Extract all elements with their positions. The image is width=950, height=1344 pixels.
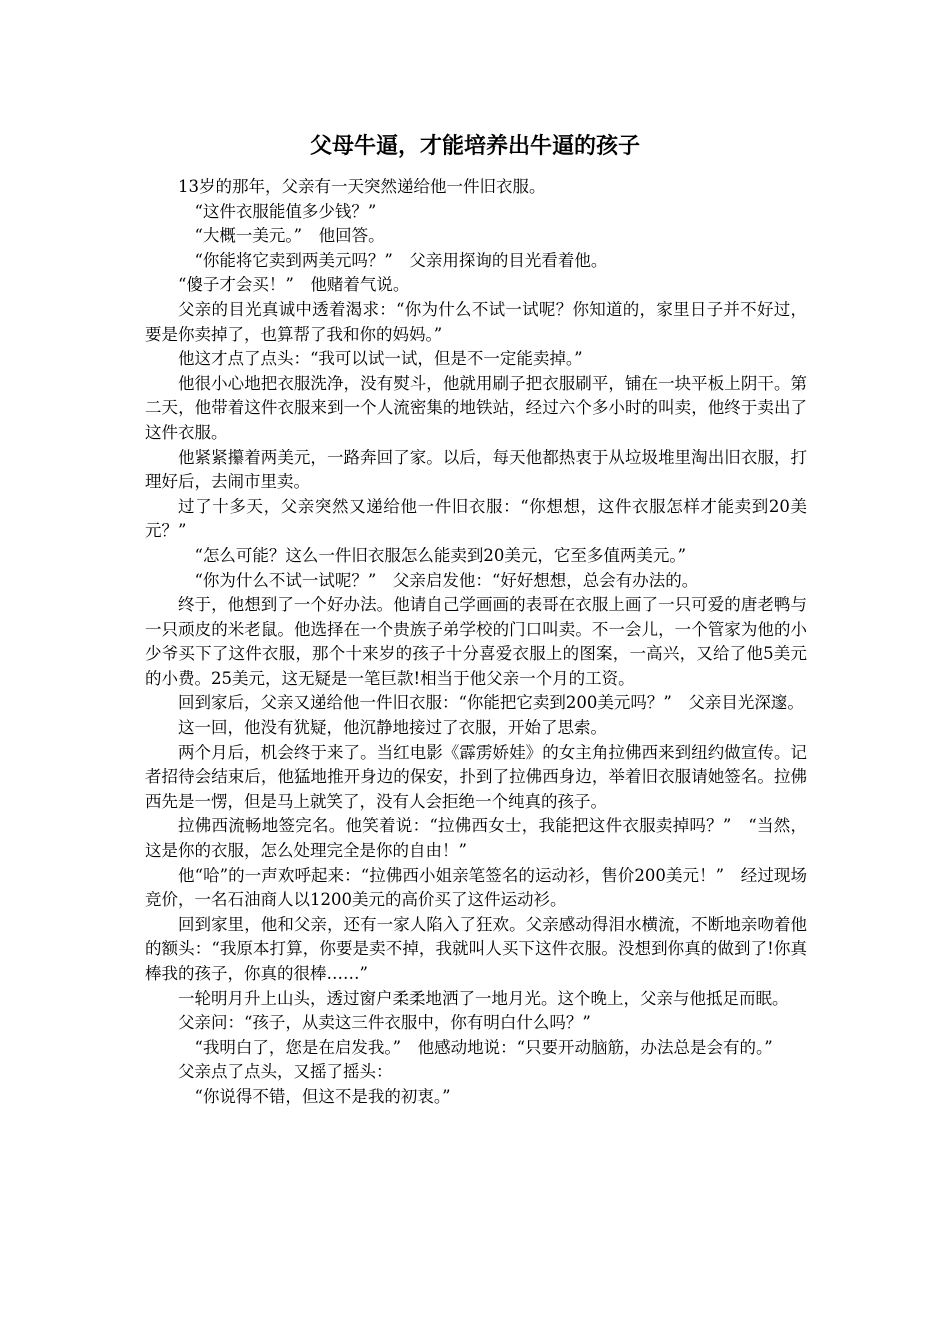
paragraph: “傻子才会买！” 他赌着气说。 <box>178 275 410 295</box>
paragraph: “这件衣服能值多少钱？” <box>194 201 377 221</box>
paragraph: 父亲问：“孩子，从卖这三件衣服中，你有明白什么吗？” <box>178 1013 591 1033</box>
paragraph: “怎么可能？这么一件旧衣服怎么能卖到20美元，它至多值两美元。” <box>194 545 687 565</box>
paragraph: 两个月后，机会终于来了。当红电影《霹雳娇娃》的女主角拉佛西来到纽约做宣传。记者招待会结束后，他猛地推开身边的保安，扑到了拉佛西身边，举着旧衣服请她签名。拉佛西先是一愣，但是马上就笑了，没有人会拒绝一个纯真的孩子。 <box>145 742 807 811</box>
paragraph: 父亲的目光真诚中透着渴求：“你为什么不试一试呢？你知道的，家里日子并不好过，要是你卖掉了，也算帮了我和你的妈妈。” <box>145 299 807 344</box>
paragraph: 这一回，他没有犹疑，他沉静地接过了衣服，开始了思索。 <box>178 718 607 738</box>
paragraph: “你为什么不试一试呢？” 父亲启发他：“好好想想，总会有办法的。 <box>194 570 699 590</box>
paragraph: 一轮明月升上山头，透过窗户柔柔地洒了一地月光。这个晚上，父亲与他抵足而眠。 <box>178 988 789 1008</box>
paragraph: 终于，他想到了一个好办法。他请自己学画画的表哥在衣服上画了一只可爱的唐老鸭与一只顽皮的米老鼠。他选择在一个贵族子弟学校的门口叫卖。不一会儿，一个管家为他的小少爷买下了这件衣服，那个十来岁的孩子十分喜爱衣服上的图案，一高兴，又给了他5美元的小费。25美元，这无疑是一笔巨款!相当于他父亲一个月的工资。 <box>145 595 807 688</box>
document-title: 父母牛逼，才能培养出牛逼的孩子 <box>309 134 640 159</box>
paragraph: “你能将它卖到两美元吗？” 父亲用探询的目光看着他。 <box>194 250 608 270</box>
paragraph: “你说得不错，但这不是我的初衷。” <box>194 1086 451 1106</box>
document-body <box>145 175 807 1110</box>
paragraph: 13岁的那年，父亲有一天突然递给他一件旧衣服。 <box>178 177 546 196</box>
paragraph: “大概一美元。” 他回答。 <box>194 226 385 246</box>
paragraph: 回到家后，父亲又递给他一件旧衣服：“你能把它卖到200美元吗？” 父亲目光深邃。 <box>178 693 804 713</box>
paragraph: “我明白了，您是在启发我。” 他感动地说：“只要开动脑筋，办法总是会有的。” <box>194 1037 773 1057</box>
paragraph: 他很小心地把衣服洗净，没有熨斗，他就用刷子把衣服刷平，铺在一块平板上阴干。第二天，他带着这件衣服来到一个人流密集的地铁站，经过六个多小时的叫卖，他终于卖出了这件衣服。 <box>145 373 807 442</box>
paragraph: 过了十多天，父亲突然又递给他一件旧衣服：“你想想，这件衣服怎样才能卖到20美元？” <box>145 496 807 541</box>
paragraph: 他紧紧攥着两美元，一路奔回了家。以后，每天他都热衷于从垃圾堆里淘出旧衣服，打理好后，去闹市里卖。 <box>145 447 807 492</box>
paragraph: 他“哈”的一声欢呼起来：“拉佛西小姐亲笔签名的运动衫，售价200美元！” 经过现场竞价，一名石油商人以1200美元的高价买了这件运动衫。 <box>145 865 807 910</box>
paragraph: 他这才点了点头：“我可以试一试，但是不一定能卖掉。” <box>178 349 583 369</box>
paragraph: 拉佛西流畅地签完名。他笑着说：“拉佛西女士，我能把这件衣服卖掉吗？” “当然，这是你的衣服，怎么处理完全是你的自由！” <box>145 816 807 861</box>
paragraph: 父亲点了点头，又摇了摇头： <box>178 1062 393 1082</box>
paragraph: 回到家里，他和父亲，还有一家人陷入了狂欢。父亲感动得泪水横流，不断地亲吻着他的额头：“我原本打算，你要是卖不掉，我就叫人买下这件衣服。没想到你真的做到了!你真棒我的孩子，你真的很棒……” <box>145 914 807 983</box>
